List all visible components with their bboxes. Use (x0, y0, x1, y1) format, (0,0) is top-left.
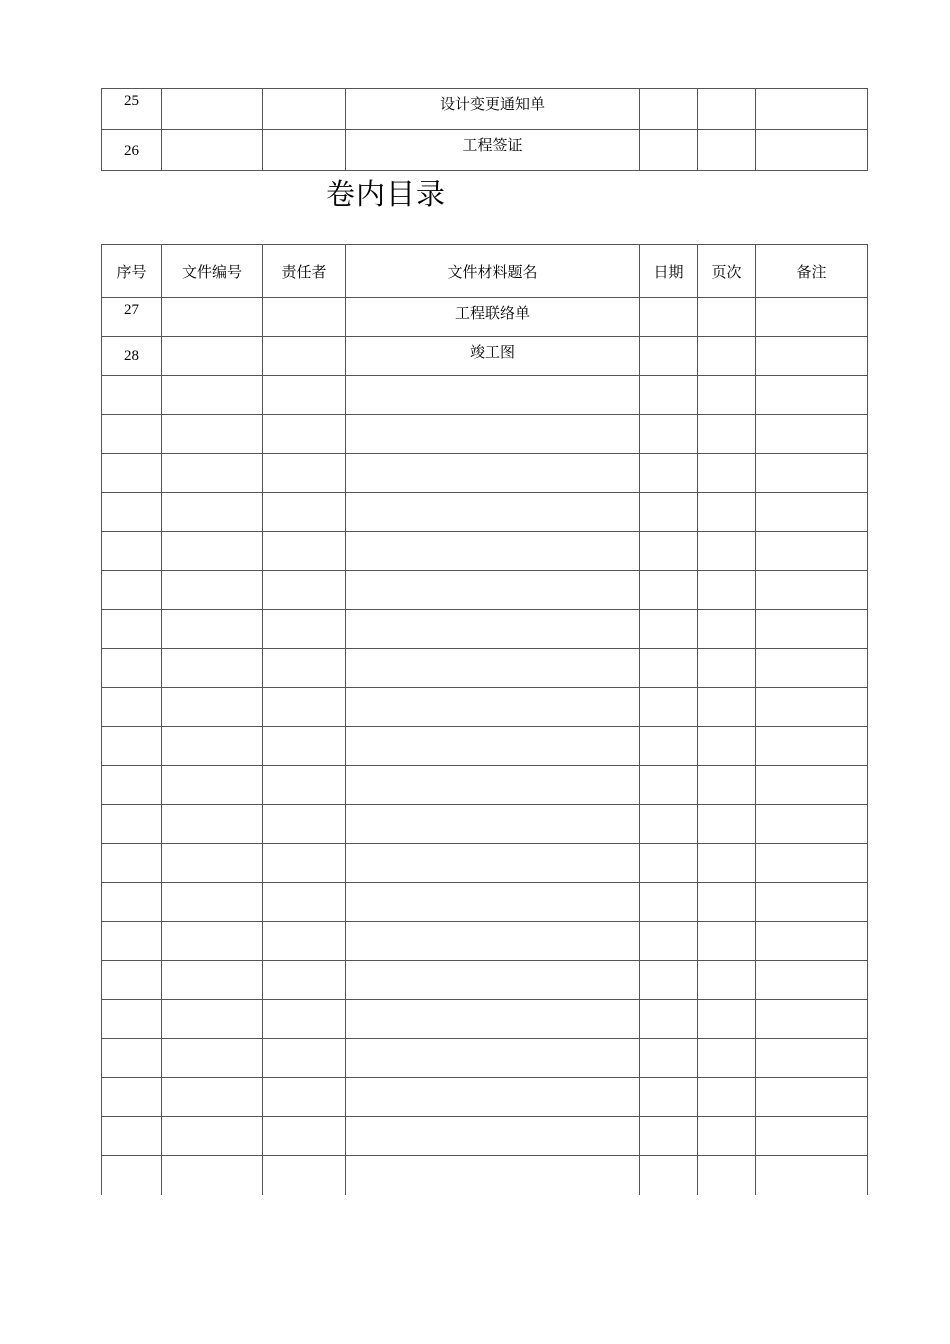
remarks-cell (756, 493, 868, 532)
remarks-cell (756, 1078, 868, 1117)
pages-cell (698, 89, 756, 130)
empty-table-row (102, 376, 868, 415)
remarks-cell (756, 805, 868, 844)
remarks-cell (756, 1156, 868, 1195)
doc-number-cell (162, 805, 263, 844)
row-number (102, 454, 162, 493)
row-number (102, 688, 162, 727)
doc-number-cell (162, 454, 263, 493)
responsible-cell (263, 649, 346, 688)
pages-cell (698, 961, 756, 1000)
remarks-cell (756, 727, 868, 766)
remarks-cell (756, 922, 868, 961)
doc-title-cell (346, 883, 640, 922)
pages-cell (698, 649, 756, 688)
date-cell (640, 532, 698, 571)
date-cell (640, 493, 698, 532)
row-number (102, 766, 162, 805)
date-cell (640, 571, 698, 610)
empty-table-row (102, 688, 868, 727)
date-cell (640, 922, 698, 961)
date-cell (640, 376, 698, 415)
doc-number-cell (162, 688, 263, 727)
doc-number-cell (162, 727, 263, 766)
pages-cell (698, 844, 756, 883)
row-number (102, 1117, 162, 1156)
doc-number-cell (162, 1117, 263, 1156)
remarks-cell (756, 844, 868, 883)
doc-title-cell: 工程签证 (346, 130, 640, 171)
responsible-cell (263, 454, 346, 493)
row-number (102, 844, 162, 883)
pages-cell (698, 805, 756, 844)
date-cell (640, 1156, 698, 1195)
doc-title-cell (346, 727, 640, 766)
doc-number-cell (162, 1039, 263, 1078)
responsible-cell (263, 610, 346, 649)
row-number: 26 (102, 130, 162, 171)
date-cell (640, 1078, 698, 1117)
doc-title-cell: 设计变更通知单 (346, 89, 640, 130)
pages-cell (698, 337, 756, 376)
doc-title-cell (346, 844, 640, 883)
responsible-cell (263, 1156, 346, 1195)
header-remarks: 备注 (756, 245, 868, 298)
remarks-cell (756, 1000, 868, 1039)
remarks-cell (756, 298, 868, 337)
doc-title-cell (346, 922, 640, 961)
row-number (102, 649, 162, 688)
doc-title-cell (346, 376, 640, 415)
table-row (102, 337, 868, 376)
doc-title-cell (346, 1078, 640, 1117)
doc-number-cell (162, 493, 263, 532)
doc-number-cell (162, 89, 263, 130)
responsible-cell (263, 766, 346, 805)
empty-table-row (102, 415, 868, 454)
date-cell (640, 415, 698, 454)
table-row (102, 298, 868, 337)
responsible-cell (263, 493, 346, 532)
header-date: 日期 (640, 245, 698, 298)
date-cell (640, 688, 698, 727)
pages-cell (698, 376, 756, 415)
empty-table-row (102, 1117, 868, 1156)
remarks-cell (756, 1039, 868, 1078)
empty-table-row (102, 922, 868, 961)
row-number (102, 1039, 162, 1078)
empty-table-row (102, 1039, 868, 1078)
empty-table-row (102, 571, 868, 610)
doc-title-cell (346, 1039, 640, 1078)
header-number: 序号 (102, 245, 162, 298)
responsible-cell (263, 376, 346, 415)
remarks-cell (756, 337, 868, 376)
row-number (102, 922, 162, 961)
row-number: 28 (102, 337, 162, 376)
responsible-cell (263, 337, 346, 376)
remarks-cell (756, 766, 868, 805)
remarks-cell (756, 532, 868, 571)
pages-cell (698, 1117, 756, 1156)
doc-number-cell (162, 532, 263, 571)
row-number (102, 610, 162, 649)
pages-cell (698, 571, 756, 610)
remarks-cell (756, 883, 868, 922)
doc-number-cell (162, 649, 263, 688)
pages-cell (698, 688, 756, 727)
empty-table-row (102, 1156, 868, 1195)
row-number (102, 1078, 162, 1117)
pages-cell (698, 610, 756, 649)
remarks-cell (756, 415, 868, 454)
date-cell (640, 337, 698, 376)
date-cell (640, 883, 698, 922)
remarks-cell (756, 89, 868, 130)
date-cell (640, 844, 698, 883)
row-number (102, 961, 162, 1000)
table-header-row (102, 245, 868, 298)
doc-number-cell (162, 298, 263, 337)
empty-table-row (102, 1078, 868, 1117)
empty-table-row (102, 844, 868, 883)
doc-number-cell (162, 883, 263, 922)
header-pages: 页次 (698, 245, 756, 298)
responsible-cell (263, 89, 346, 130)
doc-title-cell: 工程联络单 (346, 298, 640, 337)
row-number (102, 883, 162, 922)
pages-cell (698, 1000, 756, 1039)
responsible-cell (263, 298, 346, 337)
responsible-cell (263, 130, 346, 171)
responsible-cell (263, 1117, 346, 1156)
remarks-cell (756, 610, 868, 649)
date-cell (640, 298, 698, 337)
empty-table-row (102, 727, 868, 766)
remarks-cell (756, 376, 868, 415)
row-number (102, 532, 162, 571)
date-cell (640, 89, 698, 130)
empty-table-row (102, 532, 868, 571)
pages-cell (698, 883, 756, 922)
remarks-cell (756, 130, 868, 171)
doc-title-cell (346, 532, 640, 571)
pages-cell (698, 298, 756, 337)
continued-catalog-table (101, 88, 868, 171)
doc-number-cell (162, 1156, 263, 1195)
doc-number-cell (162, 844, 263, 883)
doc-title-cell (346, 961, 640, 1000)
page-title: 卷内目录 (326, 177, 447, 211)
row-number (102, 1156, 162, 1195)
row-number: 27 (102, 298, 162, 337)
pages-cell (698, 727, 756, 766)
doc-title-cell (346, 454, 640, 493)
remarks-cell (756, 571, 868, 610)
empty-table-row (102, 766, 868, 805)
row-number: 25 (102, 89, 162, 130)
remarks-cell (756, 1117, 868, 1156)
empty-table-row (102, 883, 868, 922)
pages-cell (698, 922, 756, 961)
date-cell (640, 454, 698, 493)
empty-table-row (102, 493, 868, 532)
pages-cell (698, 532, 756, 571)
date-cell (640, 961, 698, 1000)
remarks-cell (756, 649, 868, 688)
pages-cell (698, 766, 756, 805)
responsible-cell (263, 1078, 346, 1117)
table-row (102, 130, 868, 171)
doc-title-cell (346, 649, 640, 688)
row-number (102, 805, 162, 844)
row-number (102, 376, 162, 415)
responsible-cell (263, 922, 346, 961)
responsible-cell (263, 883, 346, 922)
doc-title-cell (346, 688, 640, 727)
responsible-cell (263, 415, 346, 454)
doc-title-cell (346, 493, 640, 532)
row-number (102, 571, 162, 610)
table-row (102, 89, 868, 130)
pages-cell (698, 1078, 756, 1117)
pages-cell (698, 454, 756, 493)
doc-title-cell (346, 1117, 640, 1156)
pages-cell (698, 1156, 756, 1195)
doc-number-cell (162, 961, 263, 1000)
doc-title-cell (346, 571, 640, 610)
responsible-cell (263, 1000, 346, 1039)
header-responsible: 责任者 (263, 245, 346, 298)
empty-table-row (102, 805, 868, 844)
empty-table-row (102, 454, 868, 493)
empty-table-row (102, 610, 868, 649)
doc-number-cell (162, 130, 263, 171)
doc-title-cell (346, 1156, 640, 1195)
row-number (102, 727, 162, 766)
responsible-cell (263, 844, 346, 883)
responsible-cell (263, 1039, 346, 1078)
remarks-cell (756, 961, 868, 1000)
row-number (102, 415, 162, 454)
doc-number-cell (162, 376, 263, 415)
empty-table-row (102, 1000, 868, 1039)
doc-number-cell (162, 415, 263, 454)
doc-title-cell (346, 1000, 640, 1039)
remarks-cell (756, 688, 868, 727)
responsible-cell (263, 571, 346, 610)
responsible-cell (263, 532, 346, 571)
header-doc-title: 文件材料题名 (346, 245, 640, 298)
date-cell (640, 649, 698, 688)
doc-title-cell (346, 805, 640, 844)
responsible-cell (263, 961, 346, 1000)
doc-number-cell (162, 571, 263, 610)
date-cell (640, 805, 698, 844)
remarks-cell (756, 454, 868, 493)
doc-title-cell (346, 610, 640, 649)
date-cell (640, 610, 698, 649)
pages-cell (698, 1039, 756, 1078)
header-doc-number: 文件编号 (162, 245, 263, 298)
pages-cell (698, 493, 756, 532)
doc-title-cell (346, 766, 640, 805)
date-cell (640, 1117, 698, 1156)
doc-number-cell (162, 766, 263, 805)
row-number (102, 1000, 162, 1039)
doc-title-cell: 竣工图 (346, 337, 640, 376)
row-number (102, 493, 162, 532)
empty-table-row (102, 649, 868, 688)
date-cell (640, 1039, 698, 1078)
doc-number-cell (162, 610, 263, 649)
date-cell (640, 1000, 698, 1039)
catalog-table (101, 244, 868, 1195)
doc-number-cell (162, 922, 263, 961)
empty-table-row (102, 961, 868, 1000)
doc-number-cell (162, 1078, 263, 1117)
responsible-cell (263, 727, 346, 766)
doc-title-cell (346, 415, 640, 454)
date-cell (640, 727, 698, 766)
pages-cell (698, 130, 756, 171)
responsible-cell (263, 805, 346, 844)
responsible-cell (263, 688, 346, 727)
date-cell (640, 130, 698, 171)
pages-cell (698, 415, 756, 454)
doc-number-cell (162, 1000, 263, 1039)
doc-number-cell (162, 337, 263, 376)
date-cell (640, 766, 698, 805)
